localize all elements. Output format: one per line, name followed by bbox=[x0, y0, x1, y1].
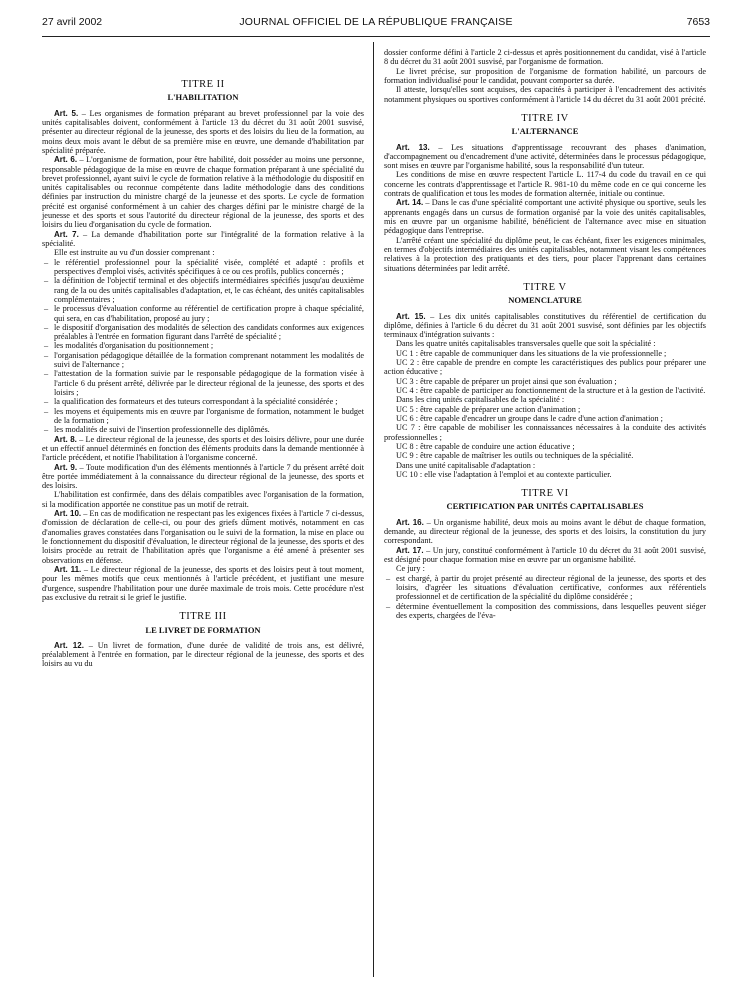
titre-2-subheading: L'HABILITATION bbox=[167, 92, 239, 103]
list-item: – le dispositif d'organisation des modalités de sélection des candidats conformes aux exigences préalables à l'entrée en formation figurant dans l'arrêté de spécialité ; bbox=[54, 323, 364, 342]
uc-intro-adaptation: Dans une unité capitalisable d'adaptation : bbox=[396, 460, 536, 470]
article-9-paragraph-2: L'habilitation est confirmée, dans des délais compatibles avec l'organisation de la formation, si la modification apportée ne constitue pas un motif de retrait. bbox=[42, 490, 364, 509]
article-15-text: – Les dix unités capitalisables constitutives du référentiel de certification du diplôme, définies à l'article 6 du décret du 31 août 2001 susvisé, sont définies par les objectifs terminaux d'intégration suivants : bbox=[384, 311, 706, 340]
titre-5-heading: TITRE V bbox=[523, 281, 567, 293]
article-14 bbox=[384, 198, 706, 235]
article-10-text: – En cas de modification ne respectant pas les exigences fixées à l'article 7 ci-dessus, d'omission de déclaration de celle-ci, ou pour des griefs dûment motivés, notamment en cas d'anomalies graves constatées dans l'organisation ou le suivi de la formation, la mise en place ou le fonctionnement du dispositif d'évaluation, le directeur régional de la jeunesse, des sports et des loisirs procède au retrait de l'habilitation après que l'organisme a été amené à présenter ses observations en défense. bbox=[42, 509, 365, 565]
list-item: – l'attestation de la formation suivie par le responsable pédagogique de la formation visée à l'article 6 du présent arrêté, délivrée par le directeur régional de la jeunesse, des sports et des loisirs ; bbox=[54, 369, 364, 397]
page-header bbox=[42, 14, 710, 32]
article-12-text: – Un livret de formation, d'une durée de validité de trois ans, est délivré, préalablement à l'entrée en formation, par le directeur régional de la jeunesse, des sports et des loisirs au vu du bbox=[42, 640, 364, 669]
article-12-continuation: dossier conforme défini à l'article 2 ci-dessus et après positionnement du candidat, visé à l'article 8 du décret du 31 août 2001 susvisé, par l'organisme de formation. bbox=[384, 48, 706, 67]
article-5-text: – Les organismes de formation préparant au brevet professionnel par la voie des unités capitalisables doivent, conformément à l'article 13 du décret du 31 août 2001 susvisé, présenter au directeur régional de la jeunesse, des sports et des loisirs du lieu de la formation, au moins deux mois avant le début de sa première mise en œuvre, une demande d'habilitation par spécialité préparée. bbox=[42, 108, 365, 155]
left-column bbox=[42, 48, 364, 669]
uc-6: UC 6 : être capable d'encadrer un groupe dans le cadre d'une action d'animation ; bbox=[396, 413, 663, 423]
uc-1: UC 1 : être capable de communiquer dans les situations de la vie professionnelle ; bbox=[396, 348, 667, 358]
article-8 bbox=[42, 435, 364, 463]
titre-3-heading: TITRE III bbox=[179, 611, 227, 623]
article-9-label: Art. 9. bbox=[54, 462, 78, 472]
list-item: – le processus d'évaluation conforme au référentiel de certification propre à chaque spécialité, qui sera, en cas d'habilitation, proposé au jury ; bbox=[54, 304, 364, 323]
article-13 bbox=[384, 143, 706, 171]
article-7-list bbox=[42, 258, 364, 435]
article-13-text: – Les situations d'apprentissage recouvrant des phases d'animation, d'accompagnement ou d'encadrement d'une activité, déterminées dans le processus pédagogique, sont mises en œuvre par l'organisme habilité, sous la responsabilité d'un tuteur. bbox=[384, 142, 707, 171]
article-10-label: Art. 10. bbox=[54, 509, 82, 519]
list-item: – les modalités d'organisation du positionnement ; bbox=[54, 341, 364, 350]
article-16-label: Art. 16. bbox=[396, 517, 424, 527]
article-11-label: Art. 11. bbox=[54, 564, 82, 574]
uc-4: UC 4 : être capable de participer au fonctionnement de la structure et à la gestion de l'activité. bbox=[396, 386, 706, 395]
article-10 bbox=[42, 509, 364, 565]
titre-6-subheading: CERTIFICATION PAR UNITÉS CAPITALISABLES bbox=[446, 501, 644, 512]
article-8-label: Art. 8. bbox=[54, 434, 77, 444]
article-5 bbox=[42, 109, 364, 156]
uc-7: UC 7 : être capable de mobiliser les connaissances nécessaires à la conduite des activités professionnelles ; bbox=[384, 423, 706, 442]
list-item: – les moyens et équipements mis en œuvre par l'organisme de formation, notamment le budget de la formation ; bbox=[54, 407, 364, 426]
article-13-label: Art. 13. bbox=[396, 142, 430, 152]
column-divider bbox=[373, 42, 374, 977]
article-17-list bbox=[384, 574, 706, 621]
list-item: – les modalités de suivi de l'insertion professionnelle des diplômés. bbox=[54, 425, 364, 434]
article-14-label: Art. 14. bbox=[396, 198, 424, 208]
titre-4-heading: TITRE IV bbox=[521, 112, 569, 124]
article-16 bbox=[384, 518, 706, 546]
page-number: 7653 bbox=[686, 16, 710, 28]
article-9-text: – Toute modification d'un des éléments mentionnés à l'article 7 du présent arrêté doit être portée immédiatement à la connaissance du directeur régional de la jeunesse, des sports et des loisirs. bbox=[42, 462, 364, 491]
titre-6-heading: TITRE VI bbox=[521, 488, 569, 500]
article-6-label: Art. 6. bbox=[54, 155, 78, 165]
article-17 bbox=[384, 546, 706, 565]
article-8-text: – Le directeur régional de la jeunesse, des sports et des loisirs délivre, pour une durée et un effectif annuel déterminés en fonction des éléments produits dans la demande mentionnée à l'article précédent, et notifie l'habilitation à l'organisme concerné. bbox=[42, 434, 365, 463]
right-column bbox=[384, 48, 706, 620]
uc-5: UC 5 : être capable de préparer une action d'animation ; bbox=[396, 404, 581, 414]
article-7-intro: Elle est instruite au vu d'un dossier comprenant : bbox=[54, 248, 215, 258]
article-17-text: – Un jury, constitué conformément à l'article 10 du décret du 31 août 2001 susvisé, est désigné pour chaque formation mise en œuvre par un organisme habilité. bbox=[384, 545, 706, 564]
article-14-text: – Dans le cas d'une spécialité comportant une activité physique ou sportive, seuls les apprenants engagés dans un cursus de formation organisé par la voie des unités capitalisables, mis en œuvre par un organisme habilité, bénéficient de l'alternance avec mise en situation pédagogique dans l'entreprise. bbox=[384, 198, 706, 236]
list-item: – l'organisation pédagogique détaillée de la formation comprenant notamment les modalités de suivi de l'alternance ; bbox=[54, 351, 364, 370]
article-17-label: Art. 17. bbox=[396, 545, 424, 555]
article-12-paragraph-2: Le livret précise, sur proposition de l'organisme de formation habilité, un parcours de formation individualisé pour le candidat, pouvant comporter sa durée. bbox=[384, 66, 706, 85]
journal-title: JOURNAL OFFICIEL DE LA RÉPUBLIQUE FRANÇAISE bbox=[239, 16, 513, 28]
list-item: – la qualification des formateurs et des tuteurs correspondant à la spécialité considérée ; bbox=[54, 397, 364, 406]
uc-2: UC 2 : être capable de prendre en compte les caractéristiques des publics pour préparer une action éducative ; bbox=[384, 358, 706, 377]
uc-8: UC 8 : être capable de conduire une action éducative ; bbox=[396, 441, 575, 451]
titre-5-subheading: NOMENCLATURE bbox=[508, 295, 582, 306]
titre-2-heading: TITRE II bbox=[181, 79, 225, 90]
titre-4-subheading: L'ALTERNANCE bbox=[511, 126, 579, 137]
article-13-paragraph-2: Les conditions de mise en œuvre respectent l'article L. 117-4 du code du travail en ce qui concerne les contrats d'apprentissage et l'article R. 981-10 du même code en ce qui concerne les contrats de qualification et tous les modes de formation alternée, initiale ou continue. bbox=[384, 170, 706, 199]
article-7 bbox=[42, 230, 364, 249]
issue-date: 27 avril 2002 bbox=[42, 16, 103, 28]
article-7-label: Art. 7. bbox=[54, 229, 79, 239]
article-7-text: – La demande d'habilitation porte sur l'intégralité de la formation relative à la spécialité. bbox=[42, 229, 365, 248]
article-17-intro: Ce jury : bbox=[396, 564, 425, 574]
uc-9: UC 9 : être capable de maîtriser les outils ou techniques de la spécialité. bbox=[396, 451, 634, 461]
article-6 bbox=[42, 155, 364, 230]
list-item: – la définition de l'objectif terminal et des objectifs intermédiaires spécifiés jusqu'au deuxième rang de la ou des unités capitalisables d'adaptation, et, le cas échéant, des unités capitalisables complémentaires ; bbox=[54, 276, 364, 304]
uc-10: UC 10 : elle vise l'adaptation à l'emploi et au contexte particulier. bbox=[396, 469, 612, 479]
article-12 bbox=[42, 641, 364, 669]
header-rule bbox=[42, 36, 710, 37]
article-15 bbox=[384, 312, 706, 340]
uc-intro-specialite: Dans les cinq unités capitalisables de la spécialité : bbox=[396, 395, 565, 405]
titre-3-subheading: LE LIVRET DE FORMATION bbox=[145, 624, 261, 635]
uc-intro-transversales: Dans les quatre unités capitalisables transversales quelle que soit la spécialité : bbox=[396, 339, 656, 349]
article-6-text: – L'organisme de formation, pour être habilité, doit posséder au moins une personne, responsable pédagogique de la mise en œuvre de chaque formation préparant à une spécialité du brevet professionnel, ayant suivi le cycle de formation relative à la méthodologie du dispositif en unités capitalisables ou reconnue compétente dans ladite méthodologie dans des conditions définies par instruction du ministre chargé de la jeunesse et des sports. Le cycle de formation précité est organisé conformément à un cahier des charges défini par le ministre chargé de la jeunesse et des sports et sous l'autorité du directeur régional de la jeunesse, des sports et des loisirs du lieu d'organisation du cycle de formation. bbox=[42, 155, 365, 230]
article-11 bbox=[42, 565, 364, 602]
list-item: – détermine éventuellement la composition des commissions, dans lesquelles peuvent siéger des experts, chargées de l'éva- bbox=[396, 602, 706, 621]
article-14-paragraph-2: L'arrêté créant une spécialité du diplôme peut, le cas échéant, fixer les exigences minimales, en termes d'objectifs intermédiaires des unités capitalisables, notamment visant les compétences relatives à la protection des pratiquants et des tiers, pour placer l'apprenant dans certaines situations déterminées par ledit arrêté. bbox=[384, 235, 706, 273]
list-item: – est chargé, à partir du projet présenté au directeur régional de la jeunesse, des sports et des loisirs, d'agréer les situations d'évaluation certificative, conformes aux référentiels professionnel et de certification de la spécialité du diplôme considérée ; bbox=[396, 574, 706, 602]
article-12-label: Art. 12. bbox=[54, 640, 84, 650]
article-15-label: Art. 15. bbox=[396, 311, 426, 321]
article-16-text: – Un organisme habilité, deux mois au moins avant le début de chaque formation, demande, au directeur régional de la jeunesse, des sports et des loisirs, la constitution du jury correspondant. bbox=[384, 517, 706, 546]
article-9 bbox=[42, 463, 364, 491]
uc-3: UC 3 : être capable de préparer un projet ainsi que son évaluation ; bbox=[396, 376, 617, 386]
article-11-text: – Le directeur régional de la jeunesse, des sports et des loisirs peut à tout moment, pour les mêmes motifs que ceux mentionnés à l'article précédent, et justifiant une mesure d'urgence, suspendre l'habilitation pour une durée maximale de trois mois. Cette procédure n'est pas exclusive du retrait si le grief le justifie. bbox=[42, 564, 364, 602]
list-item: – le référentiel professionnel pour la spécialité visée, complété et adapté : profils et perspectives d'emploi visés, activités spécifiques à ce ou ces profils, publics concernés ; bbox=[54, 258, 364, 277]
article-12-paragraph-3: Il atteste, lorsqu'elles sont acquises, des capacités à participer à l'encadrement des activités notamment physiques ou sportives conformément à l'article 14 du décret du 31 août 2001 précité. bbox=[384, 85, 706, 104]
article-5-label: Art. 5. bbox=[54, 108, 79, 118]
